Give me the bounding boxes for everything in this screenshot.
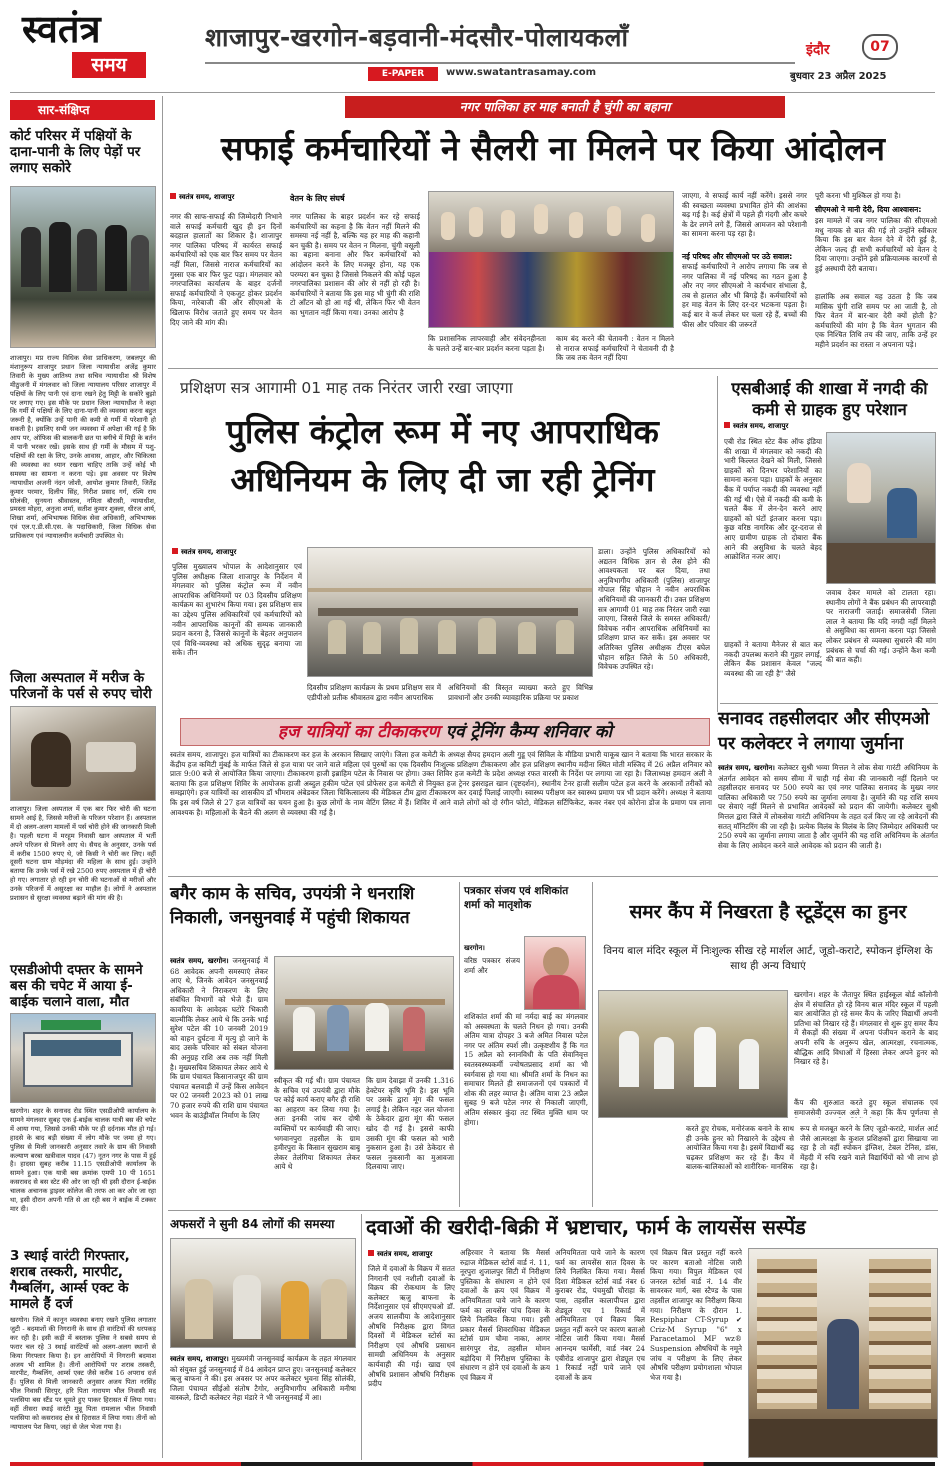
lead-bottom-rule xyxy=(168,368,938,369)
pharma-store-photo xyxy=(748,1248,938,1458)
afsar-body-text: मुख्यमंत्री जनसुनवाई कार्यक्रम के तहत मंगलवार को संयुक्त हुई जनसुनवाई में 84 आवेदन प्राप्त हुए। जनसुनवाई कलेक्टर ऋजु बाफना ने की। इस अवसर पर अपर कलेक्टर भुवना सिंह सोलंकी, जिला पंचायत सीईओ संतोष टैगोर, अनुविभागीय अधिकारी मनीषा वास्कले, डिप्टी कलेक्टर नेहा मंडारे ने भी जनसुनवाई में आ। xyxy=(170,1354,356,1403)
logo xyxy=(22,8,162,88)
summer-col-1: खरगोन। शहर के जैतापुर स्थित हाईस्कूल बोर्ड कॉलोनी क्षेत्र में संचालित हो रहे विनय बाल मंदिर स्कूल में पहली बार आयोजित हो रहे समर कैंप के जरिए विद्यार्थी अपनी प्रतिभा को निखार रहे हैं। मंगलवार से शुरू हुए समर कैंप में सैकड़ों की संख्या में अपना पंजीयन कराने के बाद अपनी रुचि के अनुरूप खेल, आत्मरक्षा, रचनात्मक, बौद्धिक आदि विधाओं में हिस्सा लेकर अपने हुनर को निखार रहे है। xyxy=(794,990,938,1067)
sbi-headline: एसबीआई की शाखा में नगदी की कमी से ग्राहक हुए परेशान xyxy=(731,379,928,419)
afsar-body-wrap xyxy=(170,1354,356,1458)
square-bullet-icon xyxy=(172,548,178,554)
summer-kicker: विनय बाल मंदिर स्कूल में निःशुल्क सीख रहे मार्शल आर्ट, जूडो-कराटे, स्पोकन इंग्लिश के साथ ही अन्य विधाएं xyxy=(603,945,933,972)
lead-byline-text: स्वतंत्र समय, शाजापुर xyxy=(179,193,235,201)
lead-col-4-subhead: नई परिषद और सीएमओ पर उठे सवाल: xyxy=(682,252,793,261)
hajj-body: स्वतंत्र समय, शाजापुर। हज यात्रियों का टीकाकरण कर हज के अरकान सिखाए जाएंगे। जिला हज कमेटी के अध्यक्ष सैयद हमदान अली गुडू एवं सिविल के मीडिया प्रभारी याकूब खान ने बताया कि भारत सरकार के केंद्रीय हज कमिटी मुंबई के मार्फत जिले से हज यात्रा पर जाने वाले महिला एवं पुरुषों का एक दिवसीय निःशुल्क प्रशिक्षण टीकाकरण और हज प्रशिक्षण स्थानीय मदीना स्थित मोती मस्जिद में 26 अप्रैल शनिवार को प्रातः 9:00 बजे से आयोजित किया जाएगा। टीकाकरण हाजी इब्राहिम पटेल के निवास पर होगा। उक्त शिविर हज कमेटी के प्रदेश अध्यक्ष रफत वारसी के निर्देश पर लगाया जा रहा है। जिलाध्यक्ष हमदान अली ने बताया कि हज प्रशिक्षण शिविर के आयोजक हाजी अब्दुल हकीम पटेल एवं प्रोफेसर हज कमेटी से नियुक्त हज ट्रेनर इसराइल खान (दृष्टदर्शन), स्थानीय टेनर हाजी सलीम पटेल हज करने के अरकानों तरीकों को समझाएंगे। हज यात्रियों का शासकीय डॉ भीमराव अंबेडकर जिला चिकित्सालय की मेडिकल टीम द्वारा टीकाकरण कर दवाई पिलाई जाएगी। स्वास्थ्य परीक्षण कर स्वास्थ्य प्रमाण पत्र भी प्रदान करेंगे। अध्यक्ष ने बताया कि इस वर्ष जिले से 27 हज यात्रियों का चयन हुआ है। कुछ लोगों के नाम वेटिंग लिस्ट में हैं। शिविर में आने वाले लोगों को दो रंगीन फोटो, मेडिकल सर्टिफिकेट, कवर नंबर एवं कोरोना डोज के प्रमाण पत्र लाना आवश्यक है। महिलाओं के बैठने की अलग से व्यवस्था की गई है। xyxy=(170,750,712,817)
summer-col-1b: कैंप की शुरुआत करते हुए स्कूल संचालक एवं समाजसेवी उज्ज्वल अले ने कहा कि कैंप पूर्णतया से xyxy=(794,1098,938,1117)
summer-col-2: करते हुए रोचक, मनोरंजक बनाने के साथ ही उनके हुनर को निखारने के उद्देश्य से आयोजित किया गया है। इसमें विद्यार्थी बढ़ चढ़कर प्रशिक्षण कर रहे हैं। कैंप में बालक-बालिकाओं को शारीरिक- मानसिक xyxy=(686,1124,794,1172)
hajj-headline-highlight: हज यात्रियों का टीकाकरण xyxy=(277,722,440,742)
summer-col-3: रूप से मजबूत करने के लिए जूडो-कराटे, मार्शल आर्ट जैसे आत्मरक्षा के कुशल प्रशिक्षकों द्वारा सिखाया जा रहा है तो वहीं स्पोकन इंग्लिश, टेबल टेनिस, डांस, मेंहदी में रुचि रखने वाले विद्यार्थियों को भी लाभ हो रहा है। xyxy=(800,1124,938,1172)
sidebar-story-4-headline: 3 स्थाई वारंटी गिरफ्तार, शराब तस्करी, मारपीट, गैम्बलिंग, आर्म्स एक्ट के मामले हैं दर्ज xyxy=(10,1248,130,1312)
square-bullet-icon xyxy=(724,422,730,428)
lead-col-4: जाएगा, वे सफाई कार्य नहीं करेंगे। इससे नगर की स्वच्छता व्यवस्था प्रभावित होने की आशंका बढ़ गई है। कई क्षेत्रों में पहले ही गंदगी और कचरे के ढेर लगने लगे हैं, जिससे आमजन को परेशानी का सामना करना पड़ रहा है। xyxy=(682,191,807,239)
sbi-col-1: एबी रोड स्थित स्टेट बैंक ऑफ इंडिया की शाखा में मंगलवार को नकदी की भारी किल्लत देखने को मिली, जिससे ग्राहकों को दिनभर परेशानियों का सामना करना पड़ा। ग्राहकों के अनुसार बैंक में पर्याप्त नकदी की व्यवस्था नहीं की गई थी। ऐसे में नकदी की कमी के चलते बैंक में लेन-देन करने आए ग्राहकों को घंटों इंतजार करना पड़ा। कुछ वरिष्ठ नागरिक और दूर-दराज से आए ग्रामीण ग्राहक तो दोबारा बैंक आने की असुविधा के चलते बेहद आक्रोशित नजर आए। xyxy=(724,437,822,562)
sidebar-story-3-photo xyxy=(10,1013,156,1103)
lead-col-5: पूरी करना भी मुश्किल हो गया है। xyxy=(815,191,901,200)
city-label: इंदौर xyxy=(806,42,830,58)
logo-bottom: समय xyxy=(72,52,146,78)
sidebar-story-2-headline: जिला अस्पताल में मरीज के परिजनों के पर्स से रुपए चोरी xyxy=(10,670,152,702)
sbi-col-2: जवाब देकर मामले को टालता रहा। स्थानीय लोगों ने बैंक प्रबंधन की लापरवाही पर नाराजगी जताई। समाजसेवी जिला लाल ने बताया कि यदि नगदी नहीं मिलने से असुविधा का सामना करना पड़ा जिससे लोकर प्रबंधन से व्यवस्था सुधारने की मांग प्रबंधक से चर्चा की गई। उन्होंने कैश कमी की बात कही। xyxy=(826,588,936,665)
tribute-portrait xyxy=(524,936,586,1010)
lead-photo-caption-2: काम बंद करने की चेतावनी : वेतन न मिलने से नाराज सफाई कर्मचारियों ने चेतावनी दी है कि जब तक वेतन नहीं दिया xyxy=(556,334,674,363)
tribute-headline: पत्रकार संजय एवं शशिकांत शर्मा को मातृशोक xyxy=(464,885,569,911)
pharma-col-4: एवं विक्रय बिल प्रस्तुत नहीं करने पर कारण बताओ नोटिस जारी किया गया। विपुल मेडिकल एवं जनरल स्टोर्स वार्ड नं. 14 वीर सावरकर मार्ग, बस स्टैण्ड के पास तहसील शाजापुर का निरीक्षण किया गया। निरीक्षण के दौरान 1. Respiphar CT-Syrup ✔ Criz-M Syrup "6" x Paracetamol MF wz® Suspension औषधियों के नमूने जांच व परीक्षण के लिए लेकर औषधि परीक्षण प्रयोगशाला भोपाल भेज गया है। xyxy=(650,1248,742,1382)
afsar-body xyxy=(170,1354,356,1458)
lead-kicker xyxy=(345,96,785,118)
date-line: बुधवार 23 अप्रैल 2025 xyxy=(790,71,887,82)
tribute-caption: वरिष्ठ पत्रकार संजय शर्मा और xyxy=(464,956,520,975)
lead-col-2-subhead: वेतन के लिए संघर्ष xyxy=(290,194,345,203)
hajj-banner xyxy=(180,718,710,746)
summer-bottom-rule xyxy=(168,1210,938,1211)
police-col-1: पुलिस मुख्यालय भोपाल के आदेशानुसार एवं पुलिस अधीक्षक जिला शाजापुर के निर्देशन में मंगलवार को पुलिस कंट्रोल रूम में नवीन आपराधिक अधिनियमों पर 03 दिवसीय प्रशिक्षण कार्यक्रम का शुभारंभ किया गया। इस प्रशिक्षण सत्र का उद्देश्य पुलिस अधिकारियों एवं कर्मचारियों को नवीन आपराधिक कानूनों की सम्यक जानकारी प्रदान करना है, जिससे कानूनों के बेहतर अनुपालन एवं विधि-व्यवस्था को अधिक सुदृढ़ बनाया जा सके। तीन xyxy=(172,562,302,658)
lead-headline: सफाई कर्मचारियों ने सैलरी ना मिलने पर किया आंदोलन xyxy=(221,129,885,168)
secretary-right-divider xyxy=(459,882,460,1207)
masthead-bottom-rule xyxy=(10,92,935,93)
hajj-headline-rest: एवं ट्रेनिंग कैम्प शनिवार को xyxy=(439,722,613,742)
sbi-byline xyxy=(724,422,904,431)
epaper-badge: E-PAPER xyxy=(368,67,438,81)
masthead-rule xyxy=(205,62,795,64)
police-col-4: डाला। उन्होंने पुलिस अधिकारियों को अद्यतन विधिक ज्ञान से लैस होने की आवश्यकता पर बल दिया, तथा अनुविभागीय अधिकारी (पुलिस) शाजापुर गोपाल सिंह चौहान ने नवीन अपराधिक अधिनियमों की जानकारी दी। उक्त प्रशिक्षण सत्र आगामी 01 माह तक निरंतर जारी रखा जाएगा, जिससे जिले के समस्त अधिकारी/विवेचक नवीन आपराधिक अधिनियमों का प्रशिक्षण प्राप्त कर सकें। इस अवसर पर अतिरिक्त पुलिस अधीक्षक टीएस बघेल चौहान सहित जिले के 50 अधिकारी, विवेचक उपस्थित रहे। xyxy=(598,547,710,672)
pharma-col-3: अनियमितता पाये जाने के कारण फर्म का लायसेंस सात दिवस के लिये निलंबित किया गया। मैसर्स दिशा मेडिकल स्टोर्स वार्ड नंबर 6 कुराबर रोड, पंचमुखी चौराहा के पास, तहसील कालापीपल द्वारा शेड्यूल एच 1 रिकार्ड में अनियमितता एवं विक्रय बिल प्रस्तुत नहीं करने पर कारण बताओ नोटिस जारी किया गया। मैसर्स आनन्दम फार्मेसी, वार्ड नंबर 24 एबीरोड शाजापुर द्वारा शेड्यूल एच 1 रिकार्ड नहीं पाये जाने एवं दवाओं के क्रय xyxy=(555,1248,645,1382)
edition-title: शाजापुर-खरगोन-बड़वानी-मंदसौर-पोलायकलाँ xyxy=(205,23,629,52)
square-bullet-icon xyxy=(170,193,176,199)
sanawad-body-text: कलेक्टर सुश्री भव्या मित्तल ने लोक सेवा गारंटी अधिनियम के अंतर्गत आवेदन को समय सीमा में चाही गई सेवा की जानकारी नहीं दिलाने पर तहसीलदार सनावद पर 500 रुपये का एवं नगर पालिका सनावद के मुख्य नगर पालिका अधिकारी पर 750 रुपये का जुर्माना लगाया है। जुर्माने की यह राशि समय पर सेवाएं नहीं मिलने से प्रभावित आवेदकों को प्रदान की जायेगी। कलेक्टर सुश्री मित्तल द्वारा जिले में लोकसेवा गारंटी अधिनियम के तहत दर्ज किए जा रहे आवेदनों की सतत् मॉनिटरिंग की जा रही है। प्रत्येक विलंब के विलंब के लिए जिम्मेदार अधिकारी पर 250 रुपये का जुर्माना लगाया जाता है और जुर्माने की यह राशि अधिनियम के अंतर्गत सेवा के लिए आवेदन करने वाले आवेदक को प्रदान की जाती है। xyxy=(718,763,938,850)
police-right-divider xyxy=(717,376,718,712)
lead-kicker-text: नगर पालिका हर माह बनाती है चुंगी का बहाना xyxy=(459,99,671,114)
police-kicker: प्रशिक्षण सत्र आगामी 01 माह तक निरंतर जारी रखा जाएगा xyxy=(180,379,513,397)
afsar-hearing-photo xyxy=(170,1238,356,1348)
summer-headline: समर कैंप में निखरता है स्टूडेंट्स का हुनर xyxy=(629,901,907,923)
sidebar-story-1-photo xyxy=(10,186,156,348)
lead-photo-caption-1: कि प्रशासनिक लापरवाही और संवेदनहीनता के चलते उन्हें बार-बार प्रदर्शन करना पड़ता है। xyxy=(428,334,546,353)
pharma-col-2: अहिरवार ने बताया कि मैसर्स रुद्राज मेडिकल स्टोर्स वार्ड नं. 11, नूरपुरा शुजालपुर सिटी में निरीक्षण पुस्तिका के संधारण न होने एवं दवाओं के क्रय एवं विक्रय में अनियमितता पाये जाने के कारण फर्म का लायसेंस पांच दिवस के लिये निलंबित किया गया। इसी प्रकार मैसर्स शिवराधिका मेडिकल स्टोर्स ग्राम चौमा नाका, आगर सारंगपुर रोड, तहसील मोमन बड़ोदिया में निरीक्षण पुस्तिका के संधारण न होने एवं दवाओं के क्रय एवं विक्रय में xyxy=(460,1248,550,1382)
police-col-2: दिवसीय प्रशिक्षण कार्यक्रम के प्रथम प्रशिक्षण सत्र में एडीपीओ प्रतीक श्रीवास्तव द्वारा नवीन आपराधिक xyxy=(307,683,441,702)
page-number-badge: 07 xyxy=(862,34,898,60)
sanawad-body xyxy=(718,763,938,885)
afsar-byline: स्वतंत्र समय, शाजापुर। xyxy=(170,1355,229,1363)
lead-col-2: नगर पालिका के बाहर प्रदर्शन कर रहे सफाई कर्मचारियों का कहना है कि वेतन नहीं मिलने की समस्या नई नहीं है, बल्कि यह हर माह की कहानी बन चुकी है। समय पर वेतन न मिलना, चुंगी वसूली का बहाना बनाना और फिर कर्मचारियों को आंदोलन करने के लिए मजबूर होना, यह एक परम्परा बन चुका है जिससे निकलने की कोई पहल नगरपालिका प्रशासन की ओर से नहीं हो रही है। कर्मचारियों ने बताया कि इस माह भी चुंगी की राशि टो आँटन बो हो आ गई थी, लेकिन फिर भी वेतन का भुगतान नहीं किया गया। उनका आरोप है xyxy=(290,212,420,317)
lead-byline xyxy=(170,193,280,202)
tribute-body: शशिकांत शर्मा की मां नर्मदा बाई का मंगलवार को अस्वस्थता के चलते निधन हो गया। उनकी अंतिम यात्रा दोपहर 3 बजे अमित निवास पटेल नगर पर अंतिम स्पर्श ली। उत्कृष्टशीय हैं कि गत 15 अप्रैल को स्नानविधी के पति सेवानिवृत्त स्वतस्वस्थ्यकर्मी ज्योषतप्रसाद शर्मा का भी स्वर्गवास हो गया था। श्रीमति शर्मा के निधन का समाचार मिलते ही समाजजनों एवं पत्रकारों में शोक की लहर व्याप्त है। अंतिम यात्रा 23 अप्रैल सुबह 9 बजे पटेल नगर से निकाली जाएगी, अंतिम संस्कार कुंदा तट स्थित मुक्ति धाम पर होगा। xyxy=(464,1012,588,1127)
police-training-photo xyxy=(307,547,593,677)
sbi-col-1b: ग्राहकों ने बताया मैनेजर से बात कर नकदी उपलब्ध कराने की गुहार लगाई, लेकिन बैंक प्रशासन केवल "जल्द व्यवस्था की जा रही है" जैसे xyxy=(724,640,822,678)
secretary-hearing-photo xyxy=(274,956,454,1070)
footer-color-bar xyxy=(10,1462,935,1466)
secretary-col-2: स्वीकृत की गई थी। ग्राम पंचायत के सचिव एवं उपयंत्री द्वारा मौके पर कोई कार्य कराए बगैर ही राशि का आहरण कर लिया गया है। अतः इनकी जांच कर दोषी व्यक्तियों पर कार्यवाही की जाए। भगवानपुरा तहसील के ग्राम हमीरपुरा के किसान सुखराम बाबू लेकर तेलंगिया शिकायत लेकर आये थे xyxy=(274,1076,360,1172)
secretary-headline: बगैर काम के सचिव, उपयंत्री ने धनराशि निकाली, जनसुनवाई में पहुंची शिकायत xyxy=(170,884,415,928)
lead-protest-photo xyxy=(428,191,674,328)
sidebar-story-2-photo xyxy=(10,706,156,801)
sidebar-story-3-body: खरगोन। शहर के सनावद रोड स्थित एसडीओपी कार्यालय के सामने मंगलवार सुबह एक ई-बाईक चालक यात्री बस की चपेट में आया गया, जिससे उनकी मौके पर ही दर्दनाक मौत हो गई। हादसे के बाद बड़ी संख्या में लोग मौके पर जमा हो गए। पुलिस से मिली जानकारी अनुसार तवारे के ग्राम की निवासी कल्याण बरबा खत्रीवाल यादव (47) नूतन नगर के पास में हुई है। हादसा सुबह करीब 11.15 एसडीओपी कार्यालय के सामने हुआ। एक यात्री बस क्रमांक एमपी 10 पी 1651 कसरावद से बस स्टेट की ओर जा रही थी इसी दौरान ई-बाईक चालक अचानक ड्राइवर कॉलेज की तरफ आ कर ओर जा रहा था, इसी दौरान अपनी गति से आ रही बस ने बाईक में टक्कर मार दी। xyxy=(10,1107,156,1213)
sanawad-byline: स्वतंत्र समय, खरगोन। xyxy=(718,764,775,772)
pharma-headline: दवाओं की खरीदी-बिक्री में भ्रष्टाचार, फार्म के लायसेंस सस्पेंड xyxy=(366,1215,806,1239)
lead-col-4b: सफाई कर्मचारियों ने आरोप लगाया कि जब से नगर पालिका में नई परिषद का गठन हुआ है और नए नगर सीएमओ ने कार्यभार संभाला है, तब से हालात और भी बिगड़े हैं। कर्मचारियों को हर माह वेतन के लिए दर-दर भटकना पड़ता है। कई बार वे कर्ज लेकर घर चला रहे हैं, बच्चों की फीस और परिवार की जरूरतें xyxy=(682,262,807,329)
sidebar-story-1-body: शाजापुर। मप्र राज्य विधिक सेवा प्राधिकरण, जबलपुर की मंशानुरूप शाजापुर प्रधान जिला न्यायाधीश अजेंद्र कुमार तिवारी के मुख्य आतिथ्य तथा सचिव न्यायाधीश श्री विशेष मीठुजनी में मंगलवार को जिला न्यायालय परिसर शाजापुर में पक्षियों के लिए पानी एवं दाना रखने हेतु मिट्टी के सकोरे बुझो पर लगाए गए। इस मौके पर प्रधान जिला न्यायाधीश ने कहा कि गर्मी में पक्षियों के लिए दाना-पानी की व्यवस्था करना बहुत जरूरी है, क्योंकि उन्हें पानी की कमी से गर्मी में परेशानी हो सकती है। इसलिए सभी जन व्यवस्था में अपेक्षा की गई है कि आप पर, ऑफिस की बालकनी छत या बगीचे में मिट्टी के बर्तन में पानी भरकर रखें। इसके साथ ही गर्मी के मौसम में पशु-पक्षियों की रक्षा के लिए, उनके आवास, आहार, और चिकित्सा की व्यवस्था का ध्यान रखना चाहिए ताकि उन्हें कोई भी समस्या का सामना न करना पड़े। इस अवसर पर विशेष न्यायाधीश अजनी नंदन जोशी, आयोश कुमार तिवारी, जितेंद्र कुमार परमार, दिलीप सिंह, गिरीश प्रसाद गर्ग, रश्मि राय सोलंकी, सुनयना श्रीवास्तव, नमिता बौरासी, न्यायाधीश, प्रमस्ता मोहरा, अनुजा शर्मा, सतीश कुमार शुक्ला, धीरज आर्य, शिखा शर्मा, अभिभाषक विधिक सेवा अधिकारी, अभिभाषक एवं एल.ए.डी.सी.एस. के पदाधिकारी, जिला विधिक सेवा प्राधिकरण एवं न्यायालयीन कर्मचारी उपस्थित थे। xyxy=(10,354,156,541)
lead-col-5-subhead: सीएमओ ने मानी देरी, दिया आश्वासन: xyxy=(815,205,922,214)
police-byline-text: स्वतंत्र समय, शाजापुर xyxy=(181,548,237,556)
sidebar xyxy=(10,96,158,1461)
tribute-place: खरगोन। xyxy=(464,944,485,952)
secretary-col-1-text: जनसुनवाई में 68 आवेदक अपनी समस्याएं लेकर आए थे, जिनके आवेदन जनसुनवाई अधिकारी ने निराकरण के लिए संबंधित विभागों को भेजे हैं। ग्राम कावरिया के आवेदक घटोरे भिकारी बाल्मीकि लेकर आये थे कि उनके भाई सुरेश पटेल की 10 जनवरी 2019 को वाहन दुर्घटना में मृत्यु हो जाने के बाद उसके परिवार को संबल योजना की अनुग्रह राशि अब तक नहीं मिली है। मुख्यसचिव शिकायत लेकर आये थे कि ग्राम पंचायत किसानाजपुर की ग्राम पंचायत बलवाड़ी में उन्हें किस आवेदन पर 02 जनवरी 2023 को 01 लाख 70 हजार रुपये की राशि ग्राम पंचायत भवन के बाउंड्रीवॉल निर्माण के लिए xyxy=(170,956,268,1120)
sidebar-title: सार-संक्षिप्त xyxy=(10,100,155,120)
logo-top: स्वतंत्र xyxy=(22,7,101,51)
pharma-col-1: जिले में दवाओं के विक्रय में सतत निगरानी एवं नशीली दवाओं के विक्रय की रोकथाम के लिए कलेक्टर ऋजु बाफना के निर्देशानुसार एवं सीएमएचओ डॉ. अजय सालवीया के आदेशानुसार औषधि निरीक्षक द्वारा विगत दिवसों में मेडिकल स्टोर्स का निरीक्षण एवं औषधि प्रसाधन सामग्री अधिनियम के अनुसार कार्यवाही की गई। खाद्य एवं औषधि प्रशासन औषधि निरीक्षक प्रदीप xyxy=(368,1264,455,1389)
secretary-col-3: कि ग्राम देवाझा में उनकी 1.316 हेक्टेयर कृषि भूमि है। इस भूमि पर उसके द्वारा मूंग की फसल लगाई है। लेकिन नहर जल योजना के ठेकेदार द्वारा मूंग की फसल खोद दी गई है। इससे काफी उसकी मूंग की फसल को भारी नुकसान हुआ है। उसे ठेकेदार से फसल नुकसानी का मुआवजा दिलवाया जाए। xyxy=(366,1076,454,1172)
police-byline xyxy=(172,548,322,557)
masthead xyxy=(0,0,945,92)
secretary-col-1 xyxy=(170,956,268,1204)
tribute-right-divider xyxy=(592,882,593,1207)
secretary-col-1-wrap xyxy=(170,956,268,1204)
sidebar-story-1-headline: कोर्ट परिसर में पक्षियों के दाना-पानी के लिए पेड़ों पर लगाए सकोरे xyxy=(10,128,141,176)
afsar-right-divider xyxy=(361,1214,362,1460)
pharma-byline-text: स्वतंत्र समय, शाजापुर xyxy=(377,1250,433,1258)
square-bullet-icon xyxy=(368,1250,374,1256)
sbi-bottom-rule xyxy=(720,703,938,704)
sidebar-divider xyxy=(162,96,163,1458)
lead-col-5c: हालांकि अब सवाल यह उठता है कि जब मासिक चुंगी राशि समय पर आ जाती है, तो फिर वेतन में बार-बार देरी क्यों होती है? कर्मचारियों की मांग है कि वेतन भुगतान की एक निश्चित तिथि तय की जाए, ताकि उन्हें हर महीने प्रदर्शन का रास्ता न अपनाना पड़े। xyxy=(815,292,937,349)
police-headline: पुलिस कंट्रोल रूम में नए आपराधिक अधिनियम के लिए दी जा रही ट्रेनिंग xyxy=(226,412,659,499)
police-col-3: अधिनियमों की विस्तृत व्याख्या करते हुए विभिन्न प्रावधानों और उनकी व्यावहारिक प्रक्रिया पर प्रकाश xyxy=(448,683,593,702)
sbi-bank-photo xyxy=(826,432,936,584)
lead-col-1: नगर की साफ-सफाई की जिम्मेदारी निभाने वाले सफाई कर्मचारी खुद ही इन दिनों बदहाल हालातों का शिकार है। शाजापुर नगर पालिका परिषद में कार्यरत सफाई कर्मचारियों को एक बार फिर समय पर वेतन नहीं मिला, जिससे नाराज कर्मचारियों का गुस्सा एक बार फिर फूट पड़ा। मंगलवार को नगरपालिका कार्यालय के बाहर दर्जनों सफाई कर्मचारियों ने एकजुट होकर प्रदर्शन किया, नारेबाजी की और सीएमओ के खिलाफ विरोध जताते हुए समय पर वेतन दिए जाने की मांग की। xyxy=(170,212,282,327)
secretary-byline: स्वतंत्र समय, खरगोन। xyxy=(170,957,229,965)
summer-camp-photo xyxy=(598,990,788,1118)
hajj-bottom-rule xyxy=(168,876,938,877)
afsar-headline: अफसरों ने सुनी 84 लोगों की समस्या xyxy=(170,1217,335,1231)
lead-col-5b: इस मामले में जब नगर पालिका की सीएमओ मधु नायक से बात की गई तो उन्होंने स्वीकार किया कि इस बार वेतन देने में देरी हुई है, लेकिन जल्द ही सभी कर्मचारियों को वेतन दे दिया जाएगा। उन्होंने इसे प्रक्रियात्मक कारणों से हुई अस्थायी देरी बताया। xyxy=(815,216,937,273)
sbi-byline-text: स्वतंत्र समय, शाजापुर xyxy=(733,422,789,430)
website-link[interactable]: www.swatantrasamay.com xyxy=(446,67,597,78)
sidebar-story-3-headline: एसडीओपी दफ्तर के सामने बस की चपेट में आया ई-बाईक चलाने वाला, मौत xyxy=(10,962,143,1010)
hajj-headline xyxy=(181,719,709,746)
sanawad-headline: सनावद तहसीलदार और सीएमओ पर कलेक्टर ने लगाया जुर्माना xyxy=(718,709,930,754)
sanawad-body-wrap xyxy=(718,763,938,885)
sidebar-story-4-body: खरगोन। जिले में कानून व्यवस्था बनाए रखने पुलिस लगातार जुटी - बदमाशों की निगरानी के साथ ही वारंटियों की धरपकड़ कर रही है। इसी कड़ी में बस्ताक पुलिस ने सबसे समय से फरार चल रहे 3 स्थाई वारंटियों को अलग-अलग स्थानों से किया गिरफ्तार किया है। इन आरोपियों में निगरानी बदमाश अजय भी शामिल है। तीनों आरोपियों पर शराब तस्करी, मारपीट, गैम्बलिंग, आर्म्स एक्ट जैसे करीब 16 अपराध दर्ज हैं। पुलिस से मिली जानकारी अनुसार अजय पिता नरसिंह भील निवासी सिरपुर, हरि पिता नारायण भील निवासी मद पलसिया बस स्टैंड पर घूमते हुए पाकर हिरासत में लिया गया। वहीं तीसरा स्थाई वारंटी मुन्नू पिता रामलाल भील निवासी पलसिया को कसरावद क्षेत्र से हिरासत में लिया गया। तीनों को न्यायालय पेश किया, जहां से जेल भेजा गया है। xyxy=(10,1316,156,1431)
sidebar-story-2-body: शाजापुर। जिला अस्पताल में एक बार फिर चोरी की घटना सामने आई है, जिससे मरीजों के परिजन परेशान हैं। अस्पताल में दो अलग-अलग मामलों में पर्स चोरी होने की जानकारी मिली है। पहली घटना में मरहूम निवासी खान अस्पताल में भर्ती अपने परिजन से मिलने आए थे। सैयद के अनुसार, उनके पर्स में करीब 1500 रुपए थे, जो किसी ने चोरी कर लिए। वहीं दूसरी घटना ग्राम मोड़मंदा की महिला के साथ हुई। उन्होंने बताया कि उनके पर्स में रखे 2500 रुपए अस्पताल में ही चोरी हो गए। लगातार हो रही इन चोरी की घटनाओं से मरीजों और उनके परिजनों में असुरक्षा का माहौल है। लोगों ने अस्पताल प्रशासन से सुरक्षा व्यवस्था बढ़ाने की मांग की है। xyxy=(10,805,156,903)
